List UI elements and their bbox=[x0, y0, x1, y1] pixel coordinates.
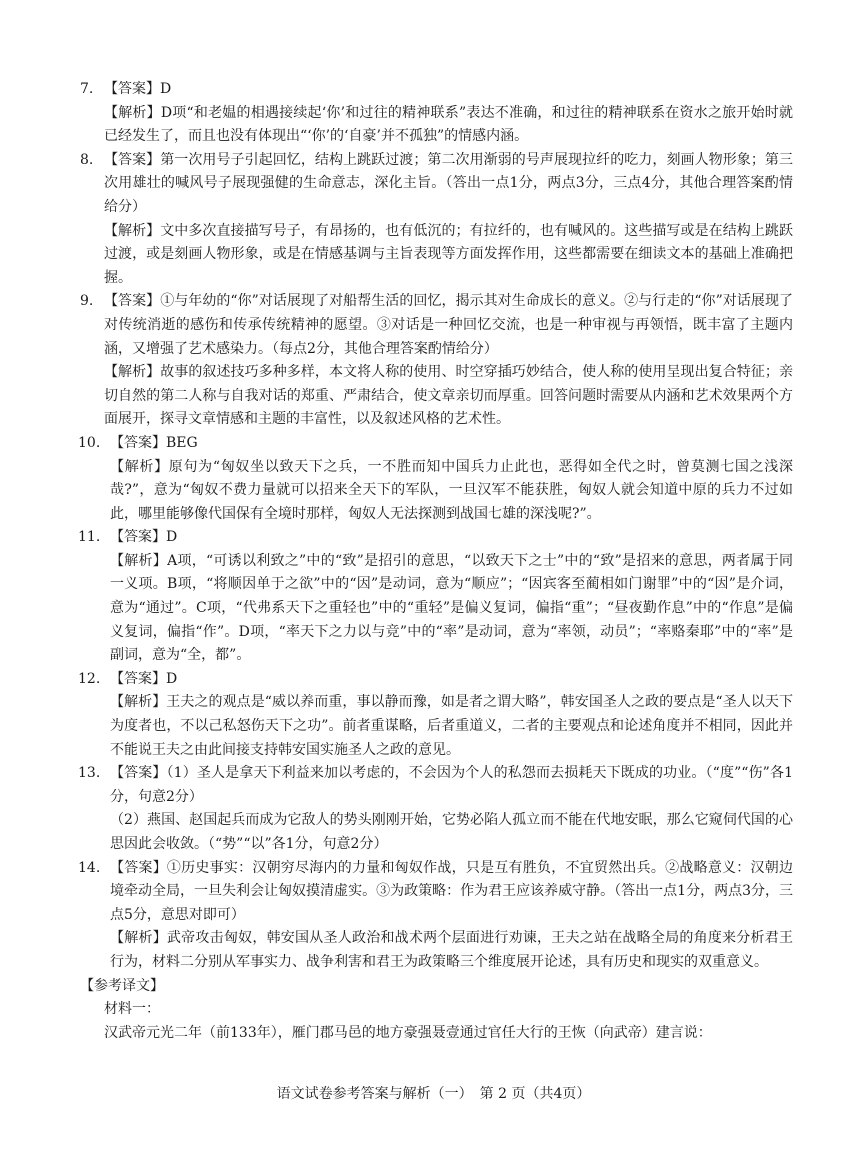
question-number: 9. bbox=[80, 293, 94, 310]
question-item-9 bbox=[78, 290, 793, 432]
answer-text: 【答案】D bbox=[110, 670, 178, 687]
analysis-text: 【解析】文中多次直接描写号子，有昂扬的，也有低沉的；有拉纤的，也有喊风的。这些描写或是在结构上跳跃过渡，或是刻画人物形象，或是在情感基调与主旨表现等方面发挥作用，这些都需要在细读文本的基础上准确把握。 bbox=[104, 222, 793, 286]
translation-text: 汉武帝元光二年（前133年），雁门郡马邑的地方豪强聂壹通过官任大行的王恢（向武帝）建言说： bbox=[104, 1024, 712, 1041]
question-number: 10. bbox=[78, 434, 101, 451]
question-number: 8. bbox=[80, 151, 94, 168]
material-one-label: 材料一： bbox=[104, 1001, 160, 1018]
answer-text: 【答案】D bbox=[104, 81, 172, 97]
answer-text: 【答案】D bbox=[110, 529, 178, 546]
question-item-12 bbox=[78, 668, 793, 762]
question-item-7 bbox=[78, 78, 793, 149]
answer-text: 【答案】第一次用号子引起回忆，结构上跳跃过渡；第二次用渐弱的号声展现拉纤的吃力，刻画人物形象；第三次用雄壮的喊风号子展现强健的生命意志，深化主旨。（答出一点1分，两点3分，三点4分，其他合理答案酌情给分） bbox=[104, 151, 793, 215]
analysis-text: 【解析】原句为“匈奴坐以致天下之兵，一不胜而知中国兵力止此也，恶得如全代之时，曾莫测七国之浅深哉?”，意为“匈奴不费力量就可以招来全天下的军队，一旦汉军不能获胜，匈奴人就会知道中原的兵力不过如此，哪里能够像代国保有全境时那样，匈奴人无法探测到战国七雄的深浅呢?”。 bbox=[110, 458, 793, 522]
question-item-10 bbox=[78, 432, 793, 526]
question-item-11 bbox=[78, 526, 793, 668]
answer-text-part-2: （2）燕国、赵国起兵而成为它敌人的势头刚刚开始，它势必陷人孤立而不能在代地安眠，那么它窥伺代国的心思因此会收敛。（“势”“以”各1分，句意2分） bbox=[110, 812, 793, 852]
answer-text: 【答案】①与年幼的“你”对话展现了对船帮生活的回忆，揭示其对生命成长的意义。②与行走的“你”对话展现了对传统消逝的感伤和传承传统精神的愿望。③对话是一种回忆交流，也是一种审视与再领悟，既丰富了主题内涵，又增强了艺术感染力。（每点2分，其他合理答案酌情给分） bbox=[104, 293, 793, 357]
page-footer: 语文试卷参考答案与解析（一） 第 2 页（共4页） bbox=[276, 1086, 591, 1102]
analysis-text: 【解析】故事的叙述技巧多种多样，本文将人称的使用、时空穿插巧妙结合，使人称的使用呈现出复合特征；亲切自然的第二人称与自我对话的郑重、严肃结合，使文章亲切而厚重。回答问题时需要从内涵和艺术效果两个方面展开，探寻文章情感和主题的丰富性，以及叙述风格的艺术性。 bbox=[104, 364, 793, 428]
analysis-text: 【解析】王夫之的观点是“威以养而重，事以静而豫，如是者之谓大略”，韩安国圣人之政的要点是“圣人以天下为度者也，不以己私怒伤天下之功”。前者重谋略，后者重道义，二者的主要观点和论述角度并不相同，因此并不能说王夫之由此间接支持韩安国实施圣人之政的意见。 bbox=[110, 694, 793, 758]
analysis-text: 【解析】A项，“可诱以利致之”中的“致”是招引的意思，“以致天下之士”中的“致”是招来的意思，两者属于同一义项。B项，“将顺因单于之欲”中的“因”是动词，意为“顺应”；“因宾客至蔺相如门谢罪”中的“因”是介词，意为“通过”。C项，“代弗系天下之重轻也”中的“重轻”是偏义复词，偏指“重”；“昼夜勤作息”中的“作息”是偏义复词，偏指“作”。D项，“率天下之力以与竞”中的“率”是动词，意为“率领，动员”；“率赂秦耶”中的“率”是副词，意为“全，都”。 bbox=[110, 552, 793, 664]
question-item-8 bbox=[78, 149, 793, 291]
reference-translation-heading: 【参考译文】 bbox=[80, 977, 164, 994]
answer-text: 【答案】（1）圣人是拿天下利益来加以考虑的，不会因为个人的私怨而去损耗天下既成的功业。（“度”“伤”各1分，句意2分） bbox=[110, 765, 793, 805]
question-number: 11. bbox=[78, 529, 101, 546]
answer-text: 【答案】①历史事实：汉朝穷尽海内的力量和匈奴作战，只是互有胜负，不宜贸然出兵。②战略意义：汉朝边境牵动全局，一旦失利会让匈奴摸清虚实。③为政策略：作为君王应该养威守静。（答出一点1分，两点3分，三点5分，意思对即可） bbox=[110, 859, 793, 923]
question-item-13 bbox=[78, 762, 793, 856]
question-number: 12. bbox=[78, 670, 101, 687]
question-item-14 bbox=[78, 857, 793, 975]
question-number: 14. bbox=[78, 859, 101, 876]
answer-text: 【答案】BEG bbox=[110, 434, 198, 451]
question-number: 13. bbox=[78, 765, 101, 782]
question-number: 7. bbox=[80, 81, 94, 97]
analysis-text: 【解析】武帝攻击匈奴，韩安国从圣人政治和战术两个层面进行劝谏，王夫之站在战略全局的角度来分析君王行为，材料二分别从军事实力、战争利害和君王为政策略三个维度展开论述，具有历史和现实的双重意义。 bbox=[110, 930, 793, 970]
analysis-text: 【解析】D项“和老媪的相遇接续起‘你’和过往的精神联系”表达不准确，和过往的精神联系在资水之旅开始时就已经发生了，而且也没有体现出“‘你’的‘自豪’并不孤独”的情感内涵。 bbox=[104, 104, 793, 145]
answer-content bbox=[78, 78, 793, 1045]
